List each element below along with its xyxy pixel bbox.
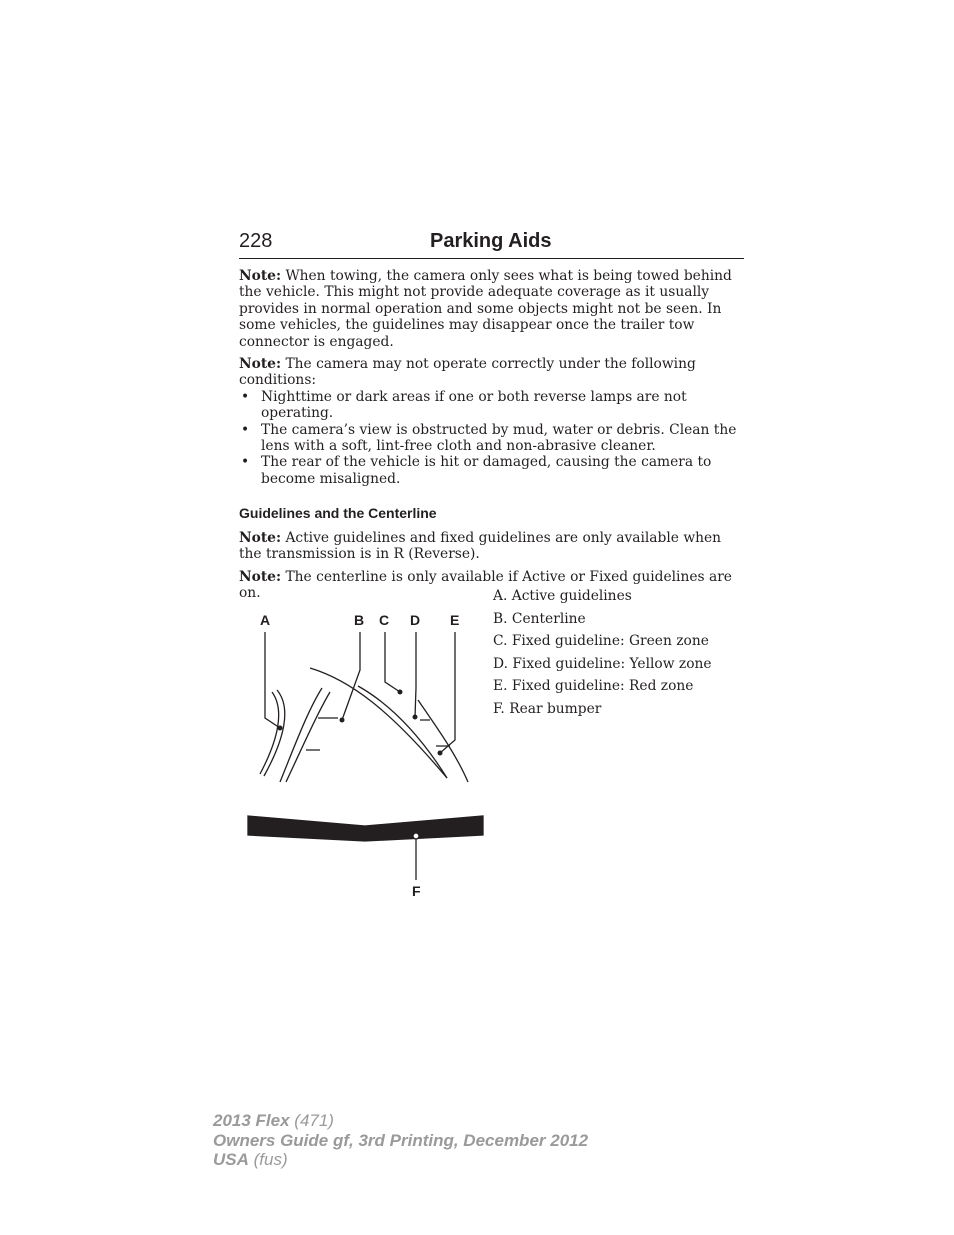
label-f: F: [412, 883, 421, 899]
marker-d: [413, 715, 418, 720]
page-title: Parking Aids: [430, 230, 552, 252]
footer-line: [213, 1150, 588, 1170]
centerline-inner: [358, 686, 447, 778]
note-text: When towing, the camera only sees what is being towed behind the vehicle. This might not provide adequate coverage as it usually provides in normal operation and some objects might not be seen. In some vehicles, the guidelines may disappear once the trailer tow connector is engaged.: [239, 268, 732, 350]
bullet-icon: •: [241, 421, 250, 438]
diagram-legend: [493, 585, 753, 720]
section-heading: Guidelines and the Centerline: [239, 505, 437, 522]
active-guideline: [264, 690, 285, 776]
guidelines-diagram: [240, 600, 490, 900]
label-b: B: [354, 612, 365, 628]
legend-item: B. Centerline: [493, 610, 586, 627]
footer-edition: Owners Guide gf, 3rd Printing, December 2012: [213, 1130, 589, 1150]
note-label: Note:: [239, 568, 282, 585]
marker-a: [278, 726, 283, 731]
note-text: The camera may not operate correctly under the following conditions:: [239, 356, 696, 389]
leader-c: [385, 632, 400, 692]
footer-line: [213, 1111, 588, 1131]
marker-e: [438, 751, 443, 756]
label-e: E: [450, 612, 460, 628]
note-text: Active guidelines and fixed guidelines are only available when the transmission is in R (Reverse).: [239, 529, 722, 563]
note-reverse: [239, 530, 744, 563]
note-conditions: [239, 356, 744, 389]
page-footer: [213, 1111, 588, 1170]
footer-market: USA: [213, 1150, 249, 1169]
label-a: A: [260, 612, 271, 628]
list-item: [239, 454, 744, 487]
legend-item: C. Fixed guideline: Green zone: [493, 633, 709, 649]
list-item: [239, 422, 744, 455]
note-label: Note:: [239, 356, 282, 373]
list-item-text: Nighttime or dark areas if one or both reverse lamps are not operating.: [261, 388, 687, 422]
fixed-guideline-ticks: [306, 718, 338, 750]
active-guideline-inner: [260, 692, 279, 774]
label-d: D: [410, 612, 421, 628]
fixed-guideline-right: [418, 700, 468, 782]
guidelines-illustration: [240, 600, 490, 900]
fixed-guideline-left-outer: [286, 692, 330, 782]
bullet-icon: •: [241, 454, 250, 471]
marker-c: [398, 690, 403, 695]
label-c: C: [379, 612, 390, 628]
note-label: Note:: [239, 268, 282, 284]
leader-b: [342, 632, 360, 720]
list-item-text: The camera’s view is obstructed by mud, water or debris. Clean the lens with a soft, lint-free cloth and non-abrasive cleaner.: [261, 421, 737, 455]
note-text: The centerline is only available if Active or Fixed guidelines are on.: [239, 568, 732, 601]
conditions-list: [239, 389, 744, 487]
legend-item: F. Rear bumper: [493, 700, 602, 717]
list-item: [239, 389, 744, 422]
list-item-text: The rear of the vehicle is hit or damaged, causing the camera to become misaligned.: [261, 454, 712, 487]
centerline: [310, 668, 447, 778]
bullet-icon: •: [241, 388, 250, 405]
marker-f: [413, 833, 419, 839]
body-text: [239, 268, 744, 607]
note-label: Note:: [239, 529, 282, 546]
legend-item: A. Active guidelines: [493, 588, 632, 604]
legend-item: E. Fixed guideline: Red zone: [493, 678, 694, 694]
legend-item: D. Fixed guideline: Yellow zone: [493, 655, 712, 672]
footer-model-code: (471): [289, 1111, 334, 1130]
footer-market-code: (fus): [248, 1150, 288, 1169]
note-towing: [239, 268, 744, 350]
rear-bumper: [248, 816, 483, 841]
fixed-guideline-left: [280, 688, 322, 782]
footer-model: 2013 Flex: [213, 1111, 290, 1130]
page-number: 228: [239, 230, 273, 252]
leader-a: [265, 632, 280, 728]
marker-b: [340, 718, 345, 723]
leader-d: [415, 632, 416, 717]
page-header: [239, 228, 744, 259]
